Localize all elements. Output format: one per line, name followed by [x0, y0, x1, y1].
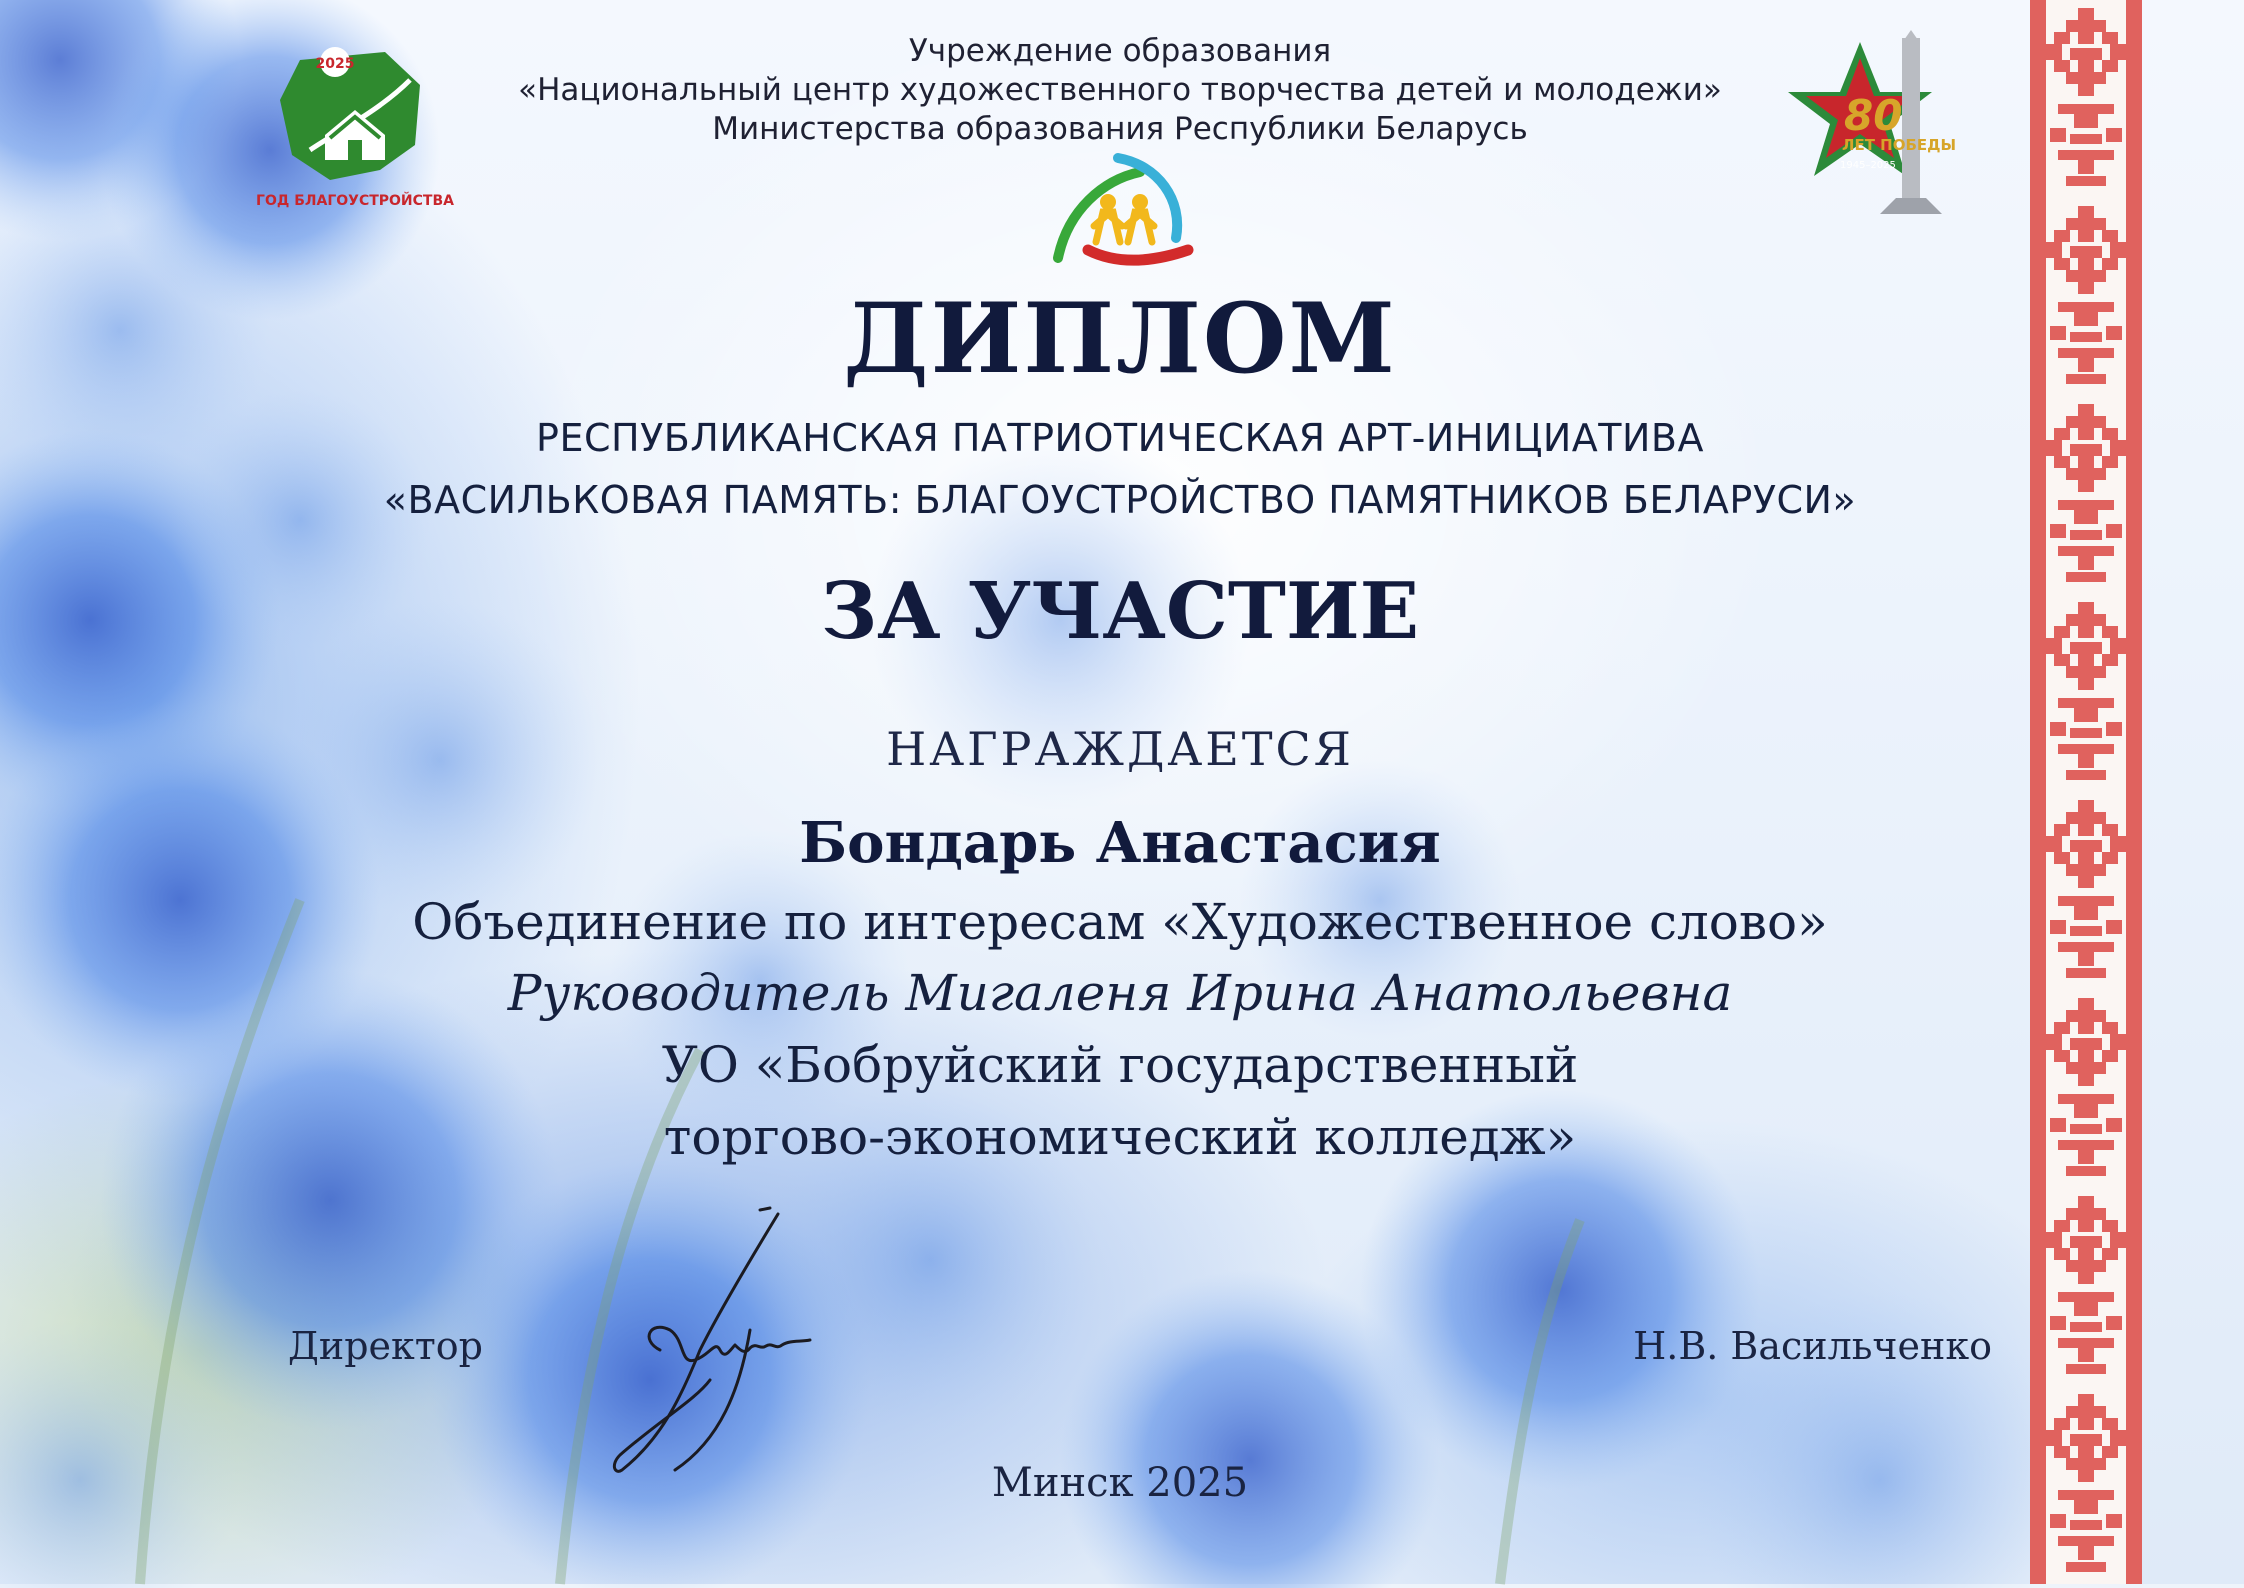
place-year: Минск 2025: [991, 1460, 1249, 1506]
award-title: ЗА УЧАСТИЕ: [820, 566, 1420, 657]
awarded-label: НАГРАЖДАЕТСЯ: [886, 722, 1354, 776]
badge-years: 1945–2025: [1840, 160, 1896, 171]
header-line-3: Министерства образования Республики Беларусь: [712, 111, 1528, 147]
header-line-1: Учреждение образования: [908, 33, 1332, 69]
handwritten-signature: [600, 1200, 880, 1480]
institution-line-1: УО «Бобруйский государственный: [661, 1036, 1579, 1094]
signature-role: Директор: [288, 1324, 484, 1368]
badge-number: 80: [1844, 91, 1903, 140]
institution-line-2: торгово-экономический колледж»: [663, 1108, 1577, 1166]
association-line: Объединение по интересам «Художественное слово»: [412, 893, 1828, 951]
badge-text: ЛЕТ ПОБЕДЫ: [1842, 136, 1957, 154]
initiative-line-1: РЕСПУБЛИКАНСКАЯ ПАТРИОТИЧЕСКАЯ АРТ-ИНИЦИАТИВА: [536, 416, 1704, 460]
flower-cluster-center: [610, 430, 1520, 1130]
recipient-name: Бондарь Анастасия: [799, 810, 1441, 876]
belarusian-ornament: [2030, 0, 2142, 1584]
victory-80-years-emblem: [1782, 30, 1992, 220]
diploma-title: ДИПЛОМ: [843, 282, 1397, 395]
year-of-improvement-logo: [256, 40, 454, 215]
logo-caption: ГОД БЛАГОУСТРОЙСТВА: [256, 193, 454, 209]
ornament-border: [2030, 0, 2142, 1584]
leader-line: Руководитель Мигаленя Ирина Анатольевна: [507, 964, 1733, 1022]
signer-name: Н.В. Васильченко: [1633, 1324, 1992, 1368]
children-center-logo: [1048, 150, 1198, 275]
initiative-line-2: «ВАСИЛЬКОВАЯ ПАМЯТЬ: БЛАГОУСТРОЙСТВО ПАМЯТНИКОВ БЕЛАРУСИ»: [383, 478, 1857, 522]
header-line-2: «Национальный центр художественного творчества детей и молодежи»: [518, 72, 1722, 108]
logo-year: 2025: [315, 56, 355, 72]
